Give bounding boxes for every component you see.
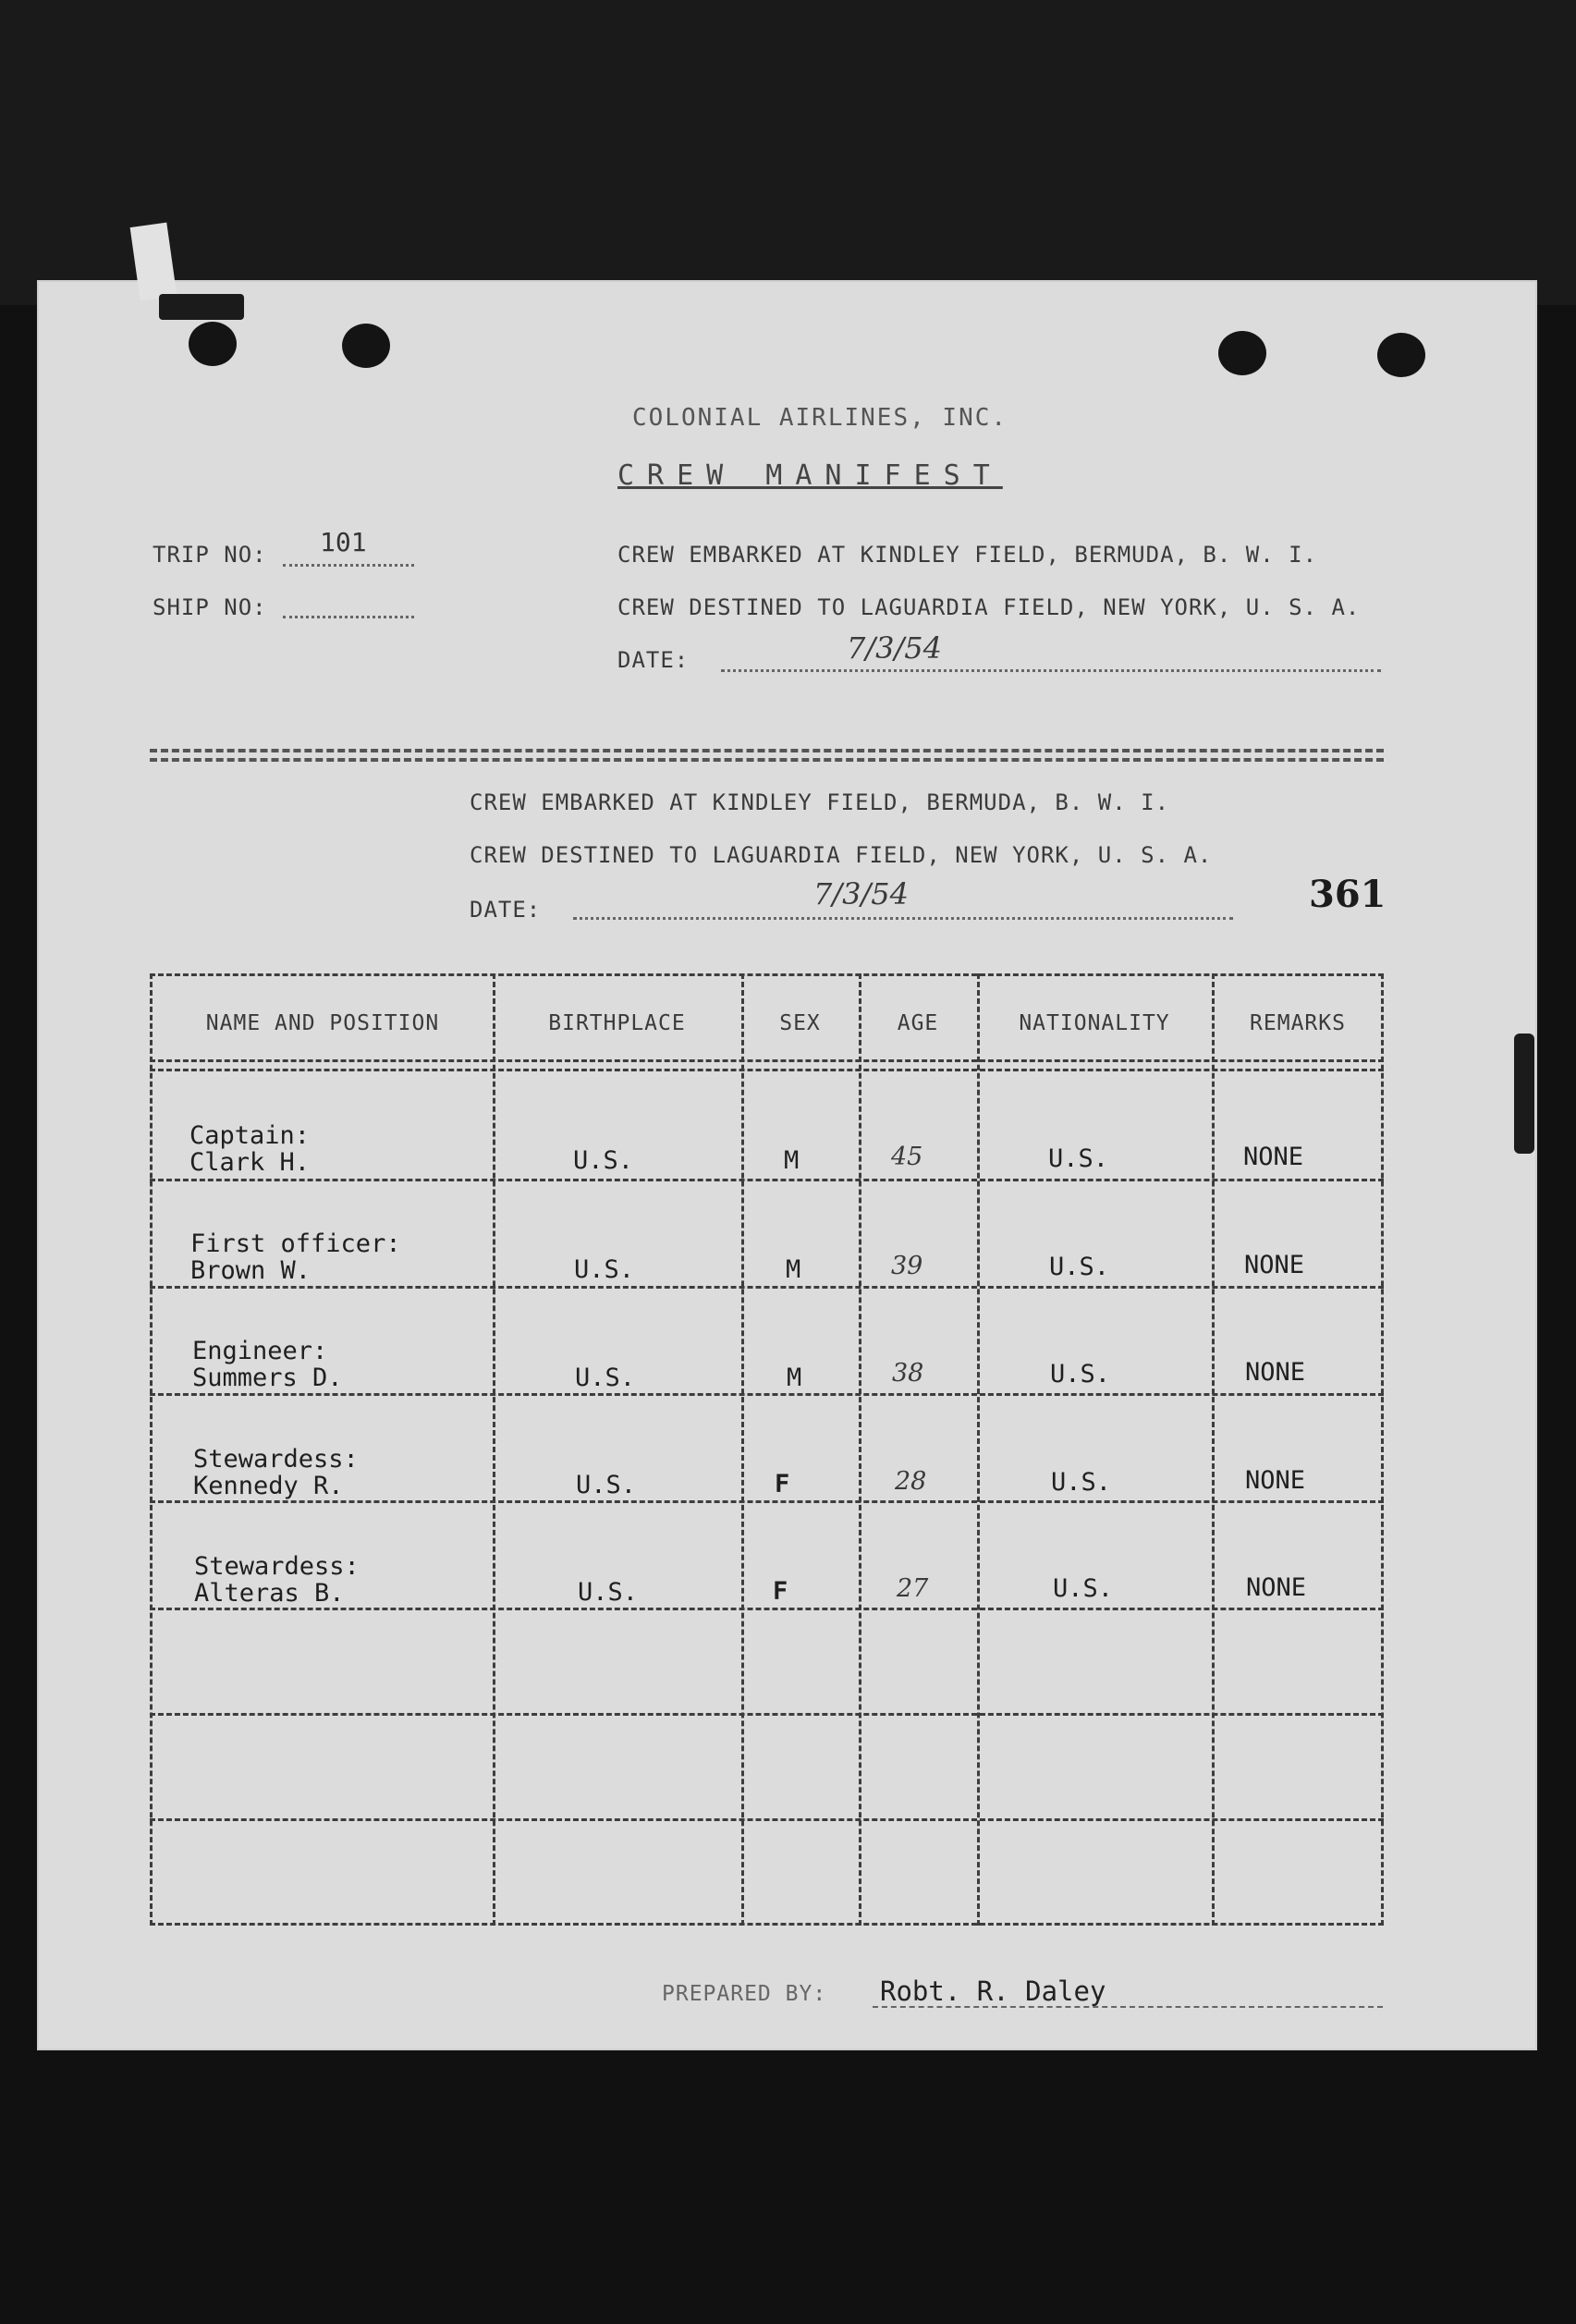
row-divider [150,1713,1384,1716]
separator-line [150,758,1384,762]
crew-name: Summers D. [192,1364,343,1392]
crew-name: Kennedy R. [193,1472,344,1500]
crew-sex: M [787,1364,802,1392]
crew-nationality: U.S. [1050,1360,1111,1388]
crew-nationality: U.S. [1048,1144,1109,1173]
crew-remarks: NONE [1245,1358,1306,1387]
prepared-by-label: PREPARED BY: [662,1982,827,2006]
row-divider [150,1179,1384,1181]
separator-line [150,749,1384,752]
destined-line-2: CREW DESTINED TO LAGUARDIA FIELD, NEW YORK, U. S. A. [470,842,1213,868]
header-divider [150,1069,1384,1071]
column-divider [859,973,861,1926]
crew-sex: M [786,1255,801,1284]
signature-line [873,2006,1383,2008]
trip-underline [283,564,414,567]
punch-hole [1377,333,1425,377]
table-row [194,1553,360,1607]
crew-position: First officer: [190,1229,401,1258]
header-name-position: NAME AND POSITION [205,1011,440,1035]
table-row [190,1230,401,1284]
crew-position: Stewardess: [193,1445,359,1474]
date-label-2: DATE: [470,897,542,923]
ship-label: SHIP NO: [153,594,267,620]
crew-name: Alteras B. [194,1579,345,1608]
table-row [189,1122,310,1176]
column-divider [977,973,980,1926]
date-label: DATE: [617,647,690,673]
column-divider [1212,973,1215,1926]
crew-position: Captain: [189,1121,311,1150]
header-divider [150,1059,1384,1062]
crew-name: Brown W. [190,1256,312,1285]
date-value: 7/3/54 [847,630,942,666]
row-divider [150,1500,1384,1503]
embarked-line: CREW EMBARKED AT KINDLEY FIELD, BERMUDA, B. W. I. [617,542,1318,568]
crew-age: 27 [897,1574,929,1603]
header-birthplace: BIRTHPLACE [548,1011,686,1035]
date-value-2: 7/3/54 [813,876,909,911]
document-title: CREW MANIFEST [617,459,1003,492]
crew-name: Clark H. [189,1148,311,1177]
crew-nationality: U.S. [1053,1574,1114,1603]
crew-sex: M [784,1146,800,1175]
column-divider [493,973,495,1926]
prepared-by-name: Robt. R. Daley [880,1975,1106,2007]
crew-age: 28 [895,1467,927,1496]
header-remarks: REMARKS [1250,1011,1346,1035]
row-divider [150,1818,1384,1821]
punch-hole [342,324,390,368]
crew-birthplace: U.S. [576,1471,637,1499]
date-underline [721,669,1381,672]
table-row [193,1446,359,1499]
crew-remarks: NONE [1243,1143,1304,1171]
row-divider [150,1608,1384,1610]
crew-age: 45 [891,1143,923,1171]
header-age: AGE [897,1011,939,1035]
crew-birthplace: U.S. [574,1255,635,1284]
crew-birthplace: U.S. [578,1578,639,1607]
scan-background [0,0,1576,305]
embarked-line-2: CREW EMBARKED AT KINDLEY FIELD, BERMUDA, B. W. I. [470,789,1170,815]
row-divider [150,1393,1384,1396]
crew-position: Stewardess: [194,1552,360,1581]
table-row [192,1338,343,1391]
crew-position: Engineer: [192,1337,328,1365]
punch-hole [189,322,237,366]
crew-birthplace: U.S. [573,1146,634,1175]
destined-line: CREW DESTINED TO LAGUARDIA FIELD, NEW YORK, U. S. A. [617,594,1361,620]
crew-remarks: NONE [1246,1573,1307,1602]
page-number: 361 [1309,873,1387,916]
binder-clip [159,294,244,320]
header-nationality: NATIONALITY [1019,1011,1170,1035]
column-divider [741,973,744,1926]
crew-age: 38 [892,1359,924,1388]
crew-nationality: U.S. [1051,1468,1112,1497]
crew-age: 39 [891,1252,923,1280]
punch-hole [1218,331,1266,375]
crew-remarks: NONE [1245,1466,1306,1495]
ship-underline [283,616,414,618]
crew-nationality: U.S. [1049,1253,1110,1281]
trip-label: TRIP NO: [153,542,267,568]
crew-birthplace: U.S. [575,1364,636,1392]
binder-clip-right [1514,1034,1534,1154]
company-name: COLONIAL AIRLINES, INC. [632,404,1008,432]
header-sex: SEX [779,1011,821,1035]
crew-remarks: NONE [1244,1251,1305,1279]
crew-sex: F [775,1470,790,1498]
row-divider [150,1286,1384,1289]
trip-number: 101 [320,527,367,557]
date-underline-2 [573,917,1233,920]
crew-sex: F [773,1577,788,1606]
